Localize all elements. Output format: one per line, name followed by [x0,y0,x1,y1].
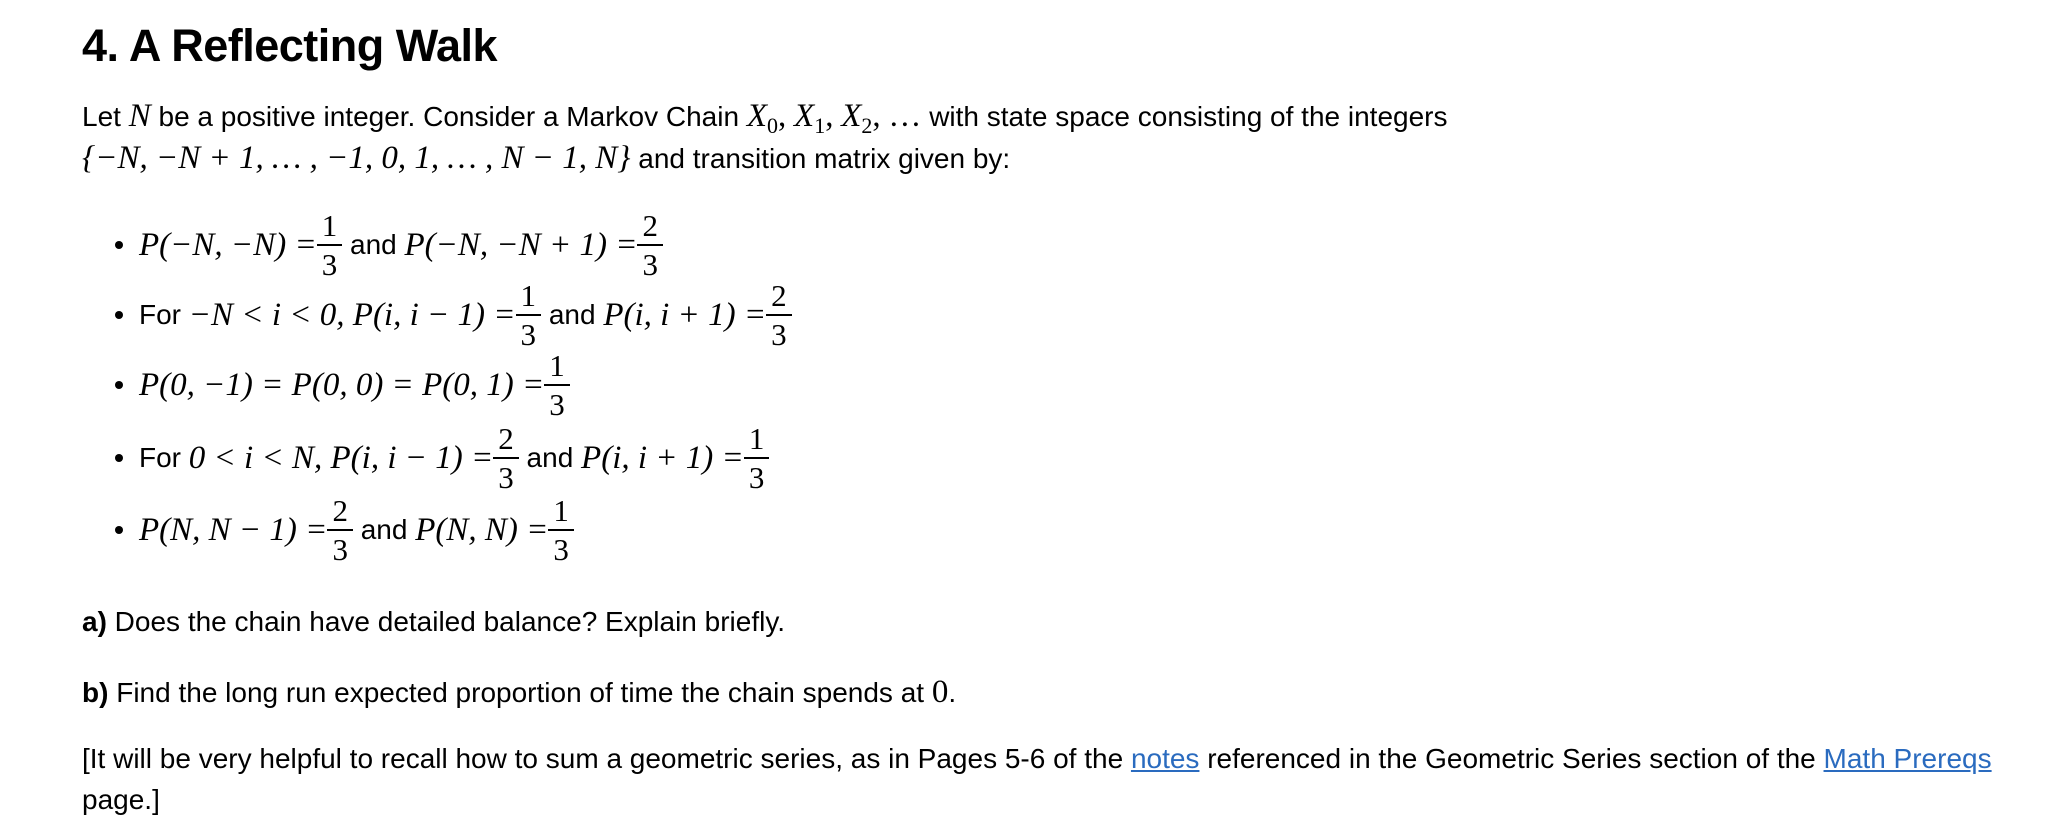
state-space-set: {−N, −N + 1, … , −1, 0, 1, … , N − 1, N} [82,140,631,176]
eq-P-negN-negN: P(−N, −N) = [139,226,317,263]
condition: 0 < i < N, [188,439,331,476]
eq-P-i-up: P(i, i + 1) = [603,296,767,333]
zero-value: 0 [931,674,949,710]
bullet-dot [115,241,123,249]
intro-text-state-space: with state space consisting of the integers [921,101,1448,132]
period: . [948,677,957,708]
condition: −N < i < 0, [188,296,353,333]
for-text: For [139,299,189,330]
eq-P-zero: P(0, −1) = P(0, 0) = P(0, 1) = [139,366,545,403]
var-X0: $X_0$ [746,98,778,138]
bullet-item-3 [82,345,1782,425]
var-X1: $X_1$ [794,98,826,138]
fraction: $\frac{1}{3}$ [544,350,570,420]
ellipsis: … [888,98,922,134]
bullet-dot [115,526,123,534]
intro-text-let: Let [82,101,129,132]
var-X2: $X_2$ [841,98,873,138]
question-b-label: b) [82,677,109,708]
intro-text-transition: and transition matrix given by: [630,143,1011,174]
fraction: $\frac{1}{3}$ [548,495,574,565]
page-title: 4. A Reflecting Walk [82,20,498,71]
intro-line-2 [82,142,1010,175]
bullet-item-4 [82,418,1782,498]
fraction: $\frac{2}{3}$ [327,495,353,565]
math-prereqs-link[interactable]: Math Prereqs [1823,743,1992,774]
fraction: $\frac{2}{3}$ [637,210,663,280]
bullet-dot [115,381,123,389]
fraction: $\frac{1}{3}$ [317,210,343,280]
eq-P-i-up: P(i, i + 1) = [581,439,744,476]
var-N: N [128,98,151,134]
bullet-item-5 [82,490,1782,570]
eq-P-N-N: P(N, N) = [415,511,549,548]
question-b-text: Find the long run expected proportion of time the chain spends at [108,677,932,708]
bullet-dot [115,311,123,319]
note-text-1: [It will be very helpful to recall how to sum a geometric series, as in Pages 5-6 of the [82,743,1131,774]
and-text: and [342,229,405,260]
and-text: and [518,442,582,473]
notes-link[interactable]: notes [1130,743,1200,774]
and-text: and [352,514,416,545]
fraction: $\frac{2}{3}$ [493,423,519,493]
question-a-text: Does the chain have detailed balance? Explain briefly. [106,606,786,637]
intro-line-1: Let N be a positive integer. Consider a Markov Chain $X_0$, $X_1$, $X_2$, … with state space consisting of the integers [82,98,1448,138]
eq-P-i-down: P(i, i − 1) = [352,296,516,333]
question-b [82,676,956,709]
bullet-item-2 [82,275,1782,355]
eq-P-N-down: P(N, N − 1) = [139,511,328,548]
bullet-item-1 [82,205,1782,285]
and-text: and [541,299,604,330]
bullet-dot [115,454,123,462]
question-a-label: a) [82,606,107,637]
note-text-2: referenced in the Geometric Series section of the [1199,743,1824,774]
note-text-3: page.] [82,784,160,815]
eq-P-negN-negN1: P(−N, −N + 1) = [404,226,638,263]
question-a [82,608,785,636]
fraction: $\frac{2}{3}$ [766,280,792,350]
fraction: $\frac{1}{3}$ [516,280,542,350]
note-line-2 [82,786,160,814]
eq-P-i-down: P(i, i − 1) = [330,439,494,476]
note-line-1 [82,745,1992,773]
for-text: For [139,442,189,473]
intro-text-consider: be a positive integer. Consider a Markov Chain [150,101,747,132]
fraction: $\frac{1}{3}$ [744,423,770,493]
